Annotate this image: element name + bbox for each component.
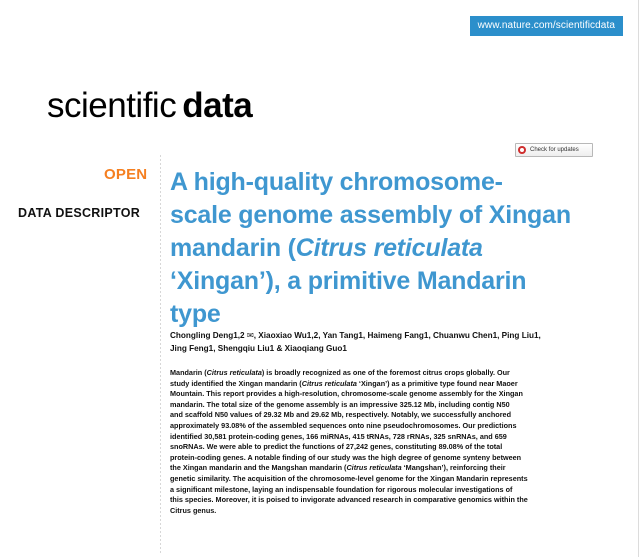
open-access-label: OPEN: [104, 166, 148, 183]
abstract-line-2-italic: Citrus reticulata: [301, 378, 357, 388]
abstract-line-10-suffix: ‘Mangshan’), reinforcing their: [401, 463, 506, 473]
abstract-line-9: protein-coding genes. A notable finding of our study was the high degree of genome synteny between: [170, 452, 522, 462]
check-updates-label: Check for updates: [530, 147, 579, 153]
article-type-label: DATA DESCRIPTOR: [18, 206, 141, 220]
abstract-line-11: genetic similarity. The acquisition of the chromosome-level genome for the Xingan Mandarin represents: [170, 473, 528, 483]
journal-brand: [47, 88, 252, 123]
abstract-line-7: identified 30,581 protein-coding genes, 166 miRNAs, 415 tRNAs, 728 rRNAs, 325 snRNAs, and 659: [170, 431, 507, 441]
abstract: [170, 368, 591, 516]
abstract-line-4: mandarin. The total size of the genome assembly is an impressive 325.12 Mb, including contig N50: [170, 399, 510, 409]
journal-url-banner[interactable]: [470, 16, 623, 36]
title-line-4: ‘Xingan’), a primitive Mandarin: [170, 267, 527, 295]
abstract-line-13: this species. Moreover, it is poised to invigorate advanced research in comparative genomics within the: [170, 495, 528, 505]
abstract-line-1-italic: Citrus reticulata: [206, 368, 262, 377]
abstract-line-10-prefix: the Xingan mandarin and the Mangshan mandarin (: [170, 463, 347, 473]
article-title: [170, 166, 590, 331]
title-line-3-prefix: mandarin (: [170, 234, 296, 262]
abstract-line-2-suffix: ‘Xingan’) as a primitive type found near Maoer: [356, 378, 518, 388]
authors-line-2: Jing Feng1, Shengqiu Liu1 & Xiaoqiang Guo1: [170, 344, 347, 353]
abstract-line-12: a significant milestone, laying an indispensable foundation for rigorous molecular investigations of: [170, 484, 513, 494]
brand-name: data: [182, 86, 253, 125]
abstract-line-10-italic: Citrus reticulata: [346, 463, 402, 473]
author-list: [170, 329, 595, 355]
title-species-name: Citrus reticulata: [295, 234, 483, 262]
update-check-icon: [518, 146, 526, 154]
abstract-line-8: snoRNAs. We were able to predict the functions of 27,242 genes, constituting 89.08% of the total: [170, 442, 503, 452]
abstract-line-6: approximately 93.08% of the assembled sequences onto nine pseudochromosomes. Our predictions: [170, 420, 517, 430]
abstract-line-3: Mountain. This report provides a high-resolution, chromosome-scale genome assembly for the Xingan: [170, 389, 523, 399]
abstract-line-14: Citrus genus.: [170, 505, 217, 515]
column-divider: [160, 155, 161, 555]
title-line-1: A high-quality chromosome-: [170, 168, 503, 196]
authors-line-1: Chongling Deng1,2 ✉, Xiaoxiao Wu1,2, Yan Tang1, Haimeng Fang1, Chuanwu Chen1, Ping Liu1,: [170, 331, 541, 340]
brand-prefix: scientific: [47, 86, 177, 125]
abstract-line-1: [170, 368, 591, 379]
abstract-line-1-suffix: ) is broadly recognized as one of the foremost citrus crops globally. Our: [261, 368, 510, 377]
abstract-line-2-prefix: study identified the Xingan mandarin (: [170, 378, 302, 388]
title-line-2: scale genome assembly of Xingan: [170, 201, 571, 229]
abstract-line-5: and scaffold N50 values of 29.32 Mb and 29.62 Mb, respectively. Notably, we successfully anchored: [170, 410, 512, 420]
abstract-line-1-prefix: Mandarin (: [170, 368, 207, 377]
check-updates-button[interactable]: [515, 143, 593, 157]
abstract-line-10: [170, 463, 591, 474]
title-line-3: [170, 232, 590, 265]
title-line-5: type: [170, 300, 221, 328]
journal-url[interactable]: www.nature.com/scientificdata: [477, 20, 615, 31]
abstract-line-2: [170, 379, 591, 390]
